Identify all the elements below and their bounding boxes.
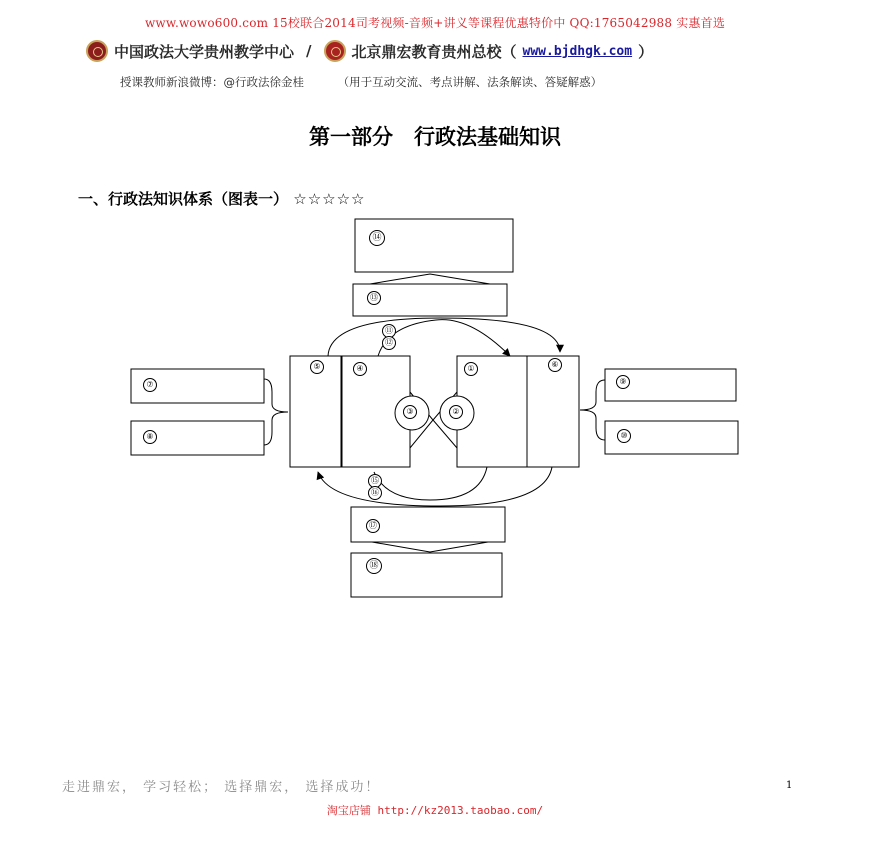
label-7: ⑦ [143, 378, 157, 392]
label-16: ⑯ [368, 486, 382, 500]
teacher-note: （用于互动交流、考点讲解、法条解读、答疑解惑） [337, 75, 603, 89]
label-11: ⑪ [382, 324, 396, 338]
teacher-weibo: 授课教师新浪微博：@行政法徐金桂 [120, 75, 304, 89]
top-arc [328, 318, 560, 356]
label-1: ① [464, 362, 478, 376]
label-15: ⑮ [368, 474, 382, 488]
shop-link[interactable]: 淘宝店铺 http://kz2013.taobao.com/ [326, 804, 544, 817]
label-5: ⑤ [310, 360, 324, 374]
label-13: ⑬ [367, 291, 381, 305]
site-link[interactable]: www.bjdhgk.com [522, 43, 633, 59]
label-4: ④ [353, 362, 367, 376]
label-10: ⑩ [617, 429, 631, 443]
label-9: ⑨ [616, 375, 630, 389]
arrow-13-to-14 [370, 274, 490, 284]
star-rating: ☆☆☆☆☆ [293, 190, 366, 208]
label-17: ⑰ [366, 519, 380, 533]
section-heading-text: 一、行政法知识体系（图表一） [78, 190, 289, 208]
top-banner: www.wowo600.com 15校联合2014司考视频-音频+讲义等课程优惠特价中 QQ:1765042988 实惠首选 [144, 16, 726, 30]
label-6: ⑥ [548, 358, 562, 372]
label-2: ② [449, 405, 463, 419]
inner-bottom-arc [374, 467, 487, 500]
label-12: ⑫ [382, 336, 396, 350]
label-3: ③ [403, 405, 417, 419]
right-brace [580, 380, 605, 440]
label-8: ⑧ [143, 430, 157, 444]
page-title: 第一部分 行政法基础知识 [309, 125, 561, 149]
header-separator: / [306, 42, 312, 60]
left-brace [264, 379, 288, 445]
footer-slogan: 走进鼎宏， 学习轻松； 选择鼎宏， 选择成功！ [62, 780, 381, 795]
header-close-paren: ） [638, 42, 654, 61]
arrow-17-to-18 [372, 542, 488, 552]
block-6 [527, 356, 579, 467]
inner-top-arc [378, 320, 510, 356]
page-number: 1 [786, 780, 793, 791]
org-name-1: 中国政法大学贵州教学中心 [114, 42, 295, 61]
org-name-2: 北京鼎宏教育贵州总校（ [351, 42, 517, 61]
label-14: ⑭ [369, 230, 385, 246]
label-18: ⑱ [366, 558, 382, 574]
